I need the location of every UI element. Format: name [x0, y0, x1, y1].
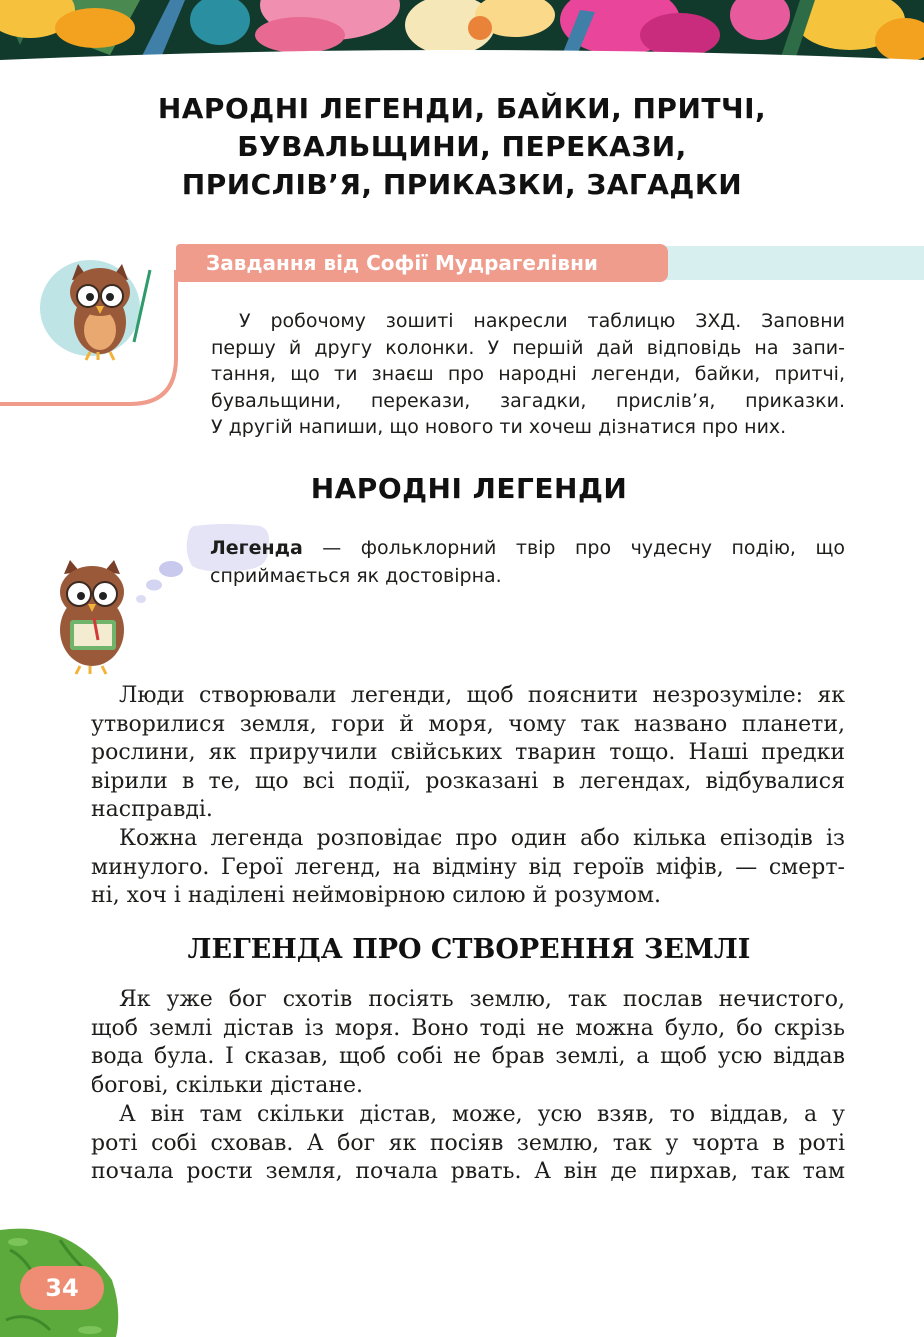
task-line: тання, що ти знаєш про народні легенди, байки, притчі,	[211, 363, 845, 385]
flower-banner	[0, 0, 924, 60]
text-line: минулого. Герої легенд, на відміну від героїв міфів, — смерт-	[91, 854, 845, 880]
text-line: роті собі сховав. А бог як посіяв землю, так у чорта в роті	[91, 1130, 845, 1156]
story-paragraph	[91, 1101, 845, 1187]
owl-reading-icon	[50, 560, 134, 676]
story-paragraph	[91, 986, 845, 1100]
text-line: ні, хоч і наділені неймовірною силою й розумом.	[91, 883, 661, 908]
text-line: утворилися земля, гори й моря, чому так названо планети,	[91, 711, 845, 737]
definition-line-rest: — фольклорний твір про чудесну подію, що	[302, 537, 845, 559]
task-line: першу й другу колонки. У першій дай відповідь на запи-	[211, 336, 845, 359]
title-line: НАРОДНІ ЛЕГЕНДИ, БАЙКИ, ПРИТЧІ,	[157, 92, 767, 125]
text-line: насправді.	[91, 797, 213, 822]
task-line: бувальщини, перекази, загадки, прислів’я, приказки.	[211, 389, 845, 412]
intro-paragraph	[91, 682, 845, 825]
task-text	[211, 308, 845, 441]
page-number: 34	[20, 1266, 104, 1310]
definition-line	[210, 534, 845, 562]
text-line: вода була. І сказав, щоб собі не брав землі, а щоб усю віддав	[91, 1044, 845, 1069]
intro-paragraph	[91, 825, 845, 911]
owl-teacher-icon	[38, 250, 158, 370]
text-line: почала рости земля, почала рвать. А він де пирхав, так там	[91, 1159, 845, 1184]
thought-bubbles-icon	[130, 556, 190, 606]
story-title: ЛЕГЕНДА ПРО СТВОРЕННЯ ЗЕМЛІ	[187, 934, 751, 965]
text-line: Кожна легенда розповідає про один або кілька епізодів із	[119, 826, 845, 851]
definition-text	[210, 534, 845, 590]
text-line: вірили в те, що всі події, розказані в легендах, відбувалися	[91, 768, 845, 794]
task-header-strip	[660, 246, 924, 280]
text-line: рослини, як приручили свійських тварин тощо. Наші предки	[91, 740, 845, 765]
title-line: ПРИСЛІВ’Я, ПРИКАЗКИ, ЗАГАДКИ	[181, 168, 743, 201]
task-heading: Завдання від Софії Мудрагелівни	[176, 244, 668, 282]
text-line: Люди створювали легенди, щоб пояснити незрозуміле: як	[119, 683, 845, 708]
text-line: щоб землі дістав із моря. Воно тоді не можна було, бо скрізь	[91, 1015, 845, 1041]
task-line: У робочому зошиті накресли таблицю ЗХД. Заповни	[239, 310, 845, 332]
section-title: НАРОДНІ ЛЕГЕНДИ	[310, 472, 628, 505]
definition-line: сприймається як достовірна.	[210, 565, 502, 587]
text-line: А він там скільки дістав, може, усю взяв, то віддав, а у	[119, 1102, 845, 1127]
definition-term: Легенда	[210, 537, 303, 559]
text-line: богові, скільки дістане.	[91, 1072, 364, 1098]
page-title	[0, 90, 924, 204]
task-line: У другій напиши, що нового ти хочеш дізнатися про них.	[211, 416, 787, 438]
text-line: Як уже бог схотів посіять землю, так послав нечистого,	[119, 987, 845, 1012]
title-line: БУВАЛЬЩИНИ, ПЕРЕКАЗИ,	[237, 130, 687, 163]
